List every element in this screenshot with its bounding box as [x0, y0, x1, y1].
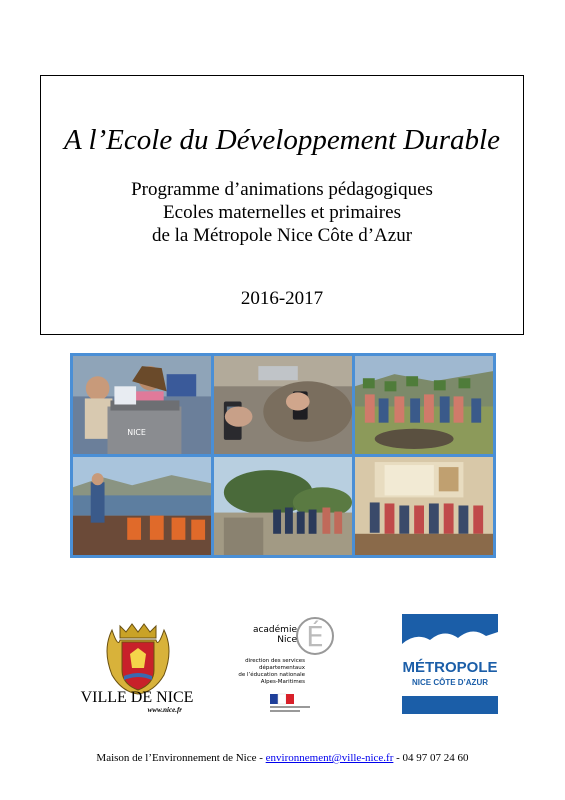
photo-collage: [70, 353, 496, 558]
footer-contact: [0, 752, 565, 764]
academie-line: de l’éducation nationale: [238, 672, 305, 678]
title-box: [40, 75, 524, 335]
ville-de-nice-logo: [72, 620, 202, 725]
photo-classroom: [355, 457, 493, 555]
academie-city: Nice: [277, 635, 297, 645]
photo-garrigue: [214, 457, 352, 555]
academie-nice-logo: [235, 612, 345, 722]
academie-line: Alpes-Maritimes: [260, 679, 305, 685]
subtitle-line: Programme d’animations pédagogiques: [131, 179, 433, 200]
subtitle-line: Ecoles maternelles et primaires: [163, 202, 401, 223]
metropole-sub: NICE CÔTE D’AZUR: [412, 678, 488, 687]
academie-word: académie: [252, 625, 297, 635]
academie-e-icon: [297, 618, 333, 654]
school-year: 2016-2017: [240, 288, 324, 309]
footer-phone: - 04 97 07 24 60: [393, 752, 469, 764]
document-title: A l’Ecole du Développement Durable: [64, 124, 500, 156]
photo-boat-trip: [73, 457, 211, 555]
footer-email-link[interactable]: environnement@ville-nice.fr: [265, 752, 394, 764]
ville-de-nice-url: www.nice.fr: [147, 706, 182, 714]
academie-line: départementaux: [258, 665, 305, 671]
french-republic-flag-icon: [270, 694, 310, 712]
coat-of-arms-icon: [72, 620, 202, 725]
svg-text:É: É: [306, 620, 324, 653]
academie-line: direction des services: [245, 658, 305, 664]
photo-recorder: [214, 356, 352, 454]
metropole-logo: [402, 614, 498, 714]
footer-prefix: Maison de l’Environnement de Nice -: [96, 752, 266, 764]
subtitle-line: de la Métropole Nice Côte d’Azur: [151, 225, 413, 246]
metropole-name: MÉTROPOLE: [402, 659, 498, 676]
ville-de-nice-name: VILLE DE NICE: [80, 689, 194, 706]
photo-group-outdoors: [355, 356, 493, 454]
svg-text:NICE: NICE: [127, 427, 146, 437]
subtitle: [41, 178, 523, 247]
photo-recycling-bin: [73, 356, 211, 454]
